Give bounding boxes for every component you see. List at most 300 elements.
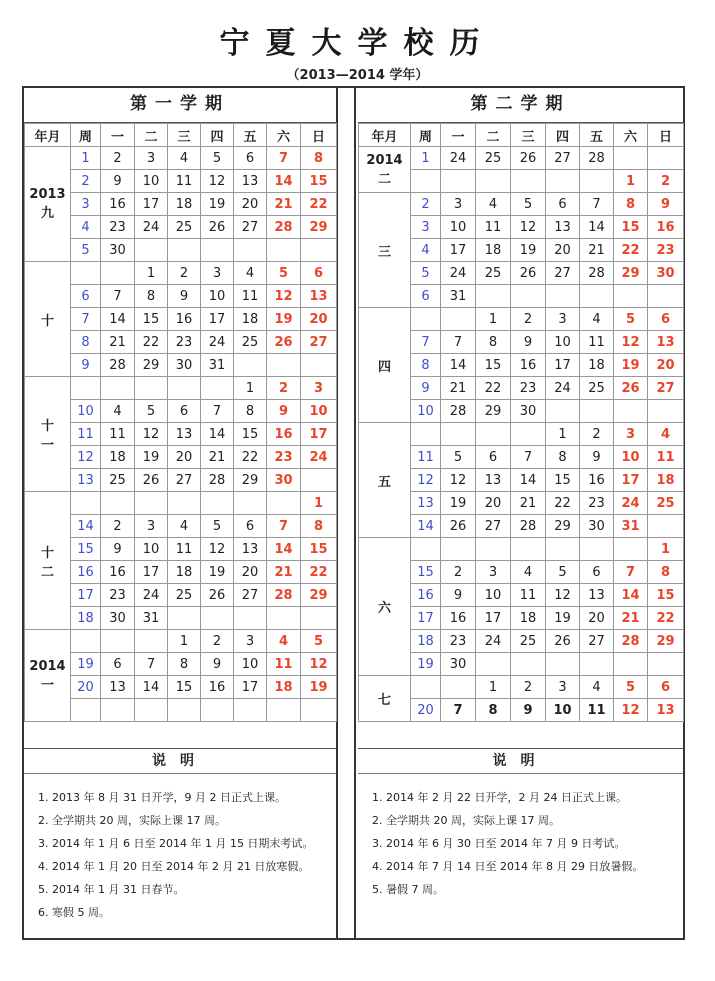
day-cell: [168, 699, 201, 722]
header-cell: 周: [411, 124, 441, 147]
week-row: [25, 607, 337, 630]
week-number: 20: [71, 676, 101, 699]
day-cell: [301, 354, 337, 377]
day-cell: 29: [546, 515, 580, 538]
day-cell: 27: [301, 331, 337, 354]
day-cell: 9: [168, 285, 201, 308]
week-number: [71, 377, 101, 400]
day-cell: 7: [441, 331, 476, 354]
week-row: [25, 239, 337, 262]
header-cell: 年月: [359, 124, 411, 147]
note-item: 3. 2014 年 1 月 6 日至 2014 年 1 月 15 日期末考试。: [38, 837, 314, 850]
day-cell: 22: [135, 331, 168, 354]
day-cell: 1: [476, 676, 511, 699]
day-cell: 16: [201, 676, 234, 699]
month-label: 五: [359, 423, 411, 538]
day-cell: [201, 607, 234, 630]
day-cell: 10: [234, 653, 267, 676]
day-cell: 26: [511, 262, 546, 285]
semester-2-panel: [358, 86, 683, 748]
header-cell: 一: [101, 124, 135, 147]
day-cell: 23: [267, 446, 301, 469]
day-cell: 25: [476, 262, 511, 285]
day-cell: 23: [168, 331, 201, 354]
day-cell: 1: [234, 377, 267, 400]
day-cell: 17: [301, 423, 337, 446]
day-cell: 2: [101, 147, 135, 170]
week-row: [25, 423, 337, 446]
day-cell: 27: [546, 262, 580, 285]
day-cell: 30: [101, 239, 135, 262]
day-cell: 30: [580, 515, 614, 538]
day-cell: 27: [648, 377, 684, 400]
week-number: 10: [71, 400, 101, 423]
day-cell: 7: [614, 561, 648, 584]
day-cell: 28: [101, 354, 135, 377]
week-number: 16: [71, 561, 101, 584]
day-cell: 6: [234, 515, 267, 538]
day-cell: 2: [267, 377, 301, 400]
week-number: 14: [71, 515, 101, 538]
day-cell: 25: [648, 492, 684, 515]
day-cell: 28: [580, 262, 614, 285]
day-cell: [546, 653, 580, 676]
day-cell: [101, 377, 135, 400]
day-cell: [580, 538, 614, 561]
day-cell: 22: [476, 377, 511, 400]
day-cell: 5: [511, 193, 546, 216]
day-cell: 14: [267, 170, 301, 193]
semester-divider: [336, 86, 356, 940]
week-number: 12: [71, 446, 101, 469]
day-cell: [546, 538, 580, 561]
day-cell: 29: [476, 400, 511, 423]
week-number: 3: [411, 216, 441, 239]
month-label: 十 一: [25, 377, 71, 492]
day-cell: [614, 285, 648, 308]
week-number: 10: [411, 400, 441, 423]
week-number: [411, 538, 441, 561]
week-number: 9: [71, 354, 101, 377]
day-cell: 26: [441, 515, 476, 538]
day-cell: 6: [546, 193, 580, 216]
week-row: [25, 538, 337, 561]
month-label: 四: [359, 308, 411, 423]
day-cell: 16: [580, 469, 614, 492]
day-cell: 23: [101, 584, 135, 607]
day-cell: 27: [476, 515, 511, 538]
month-label: 2013 九: [25, 147, 71, 262]
day-cell: 18: [234, 308, 267, 331]
day-cell: 30: [511, 400, 546, 423]
day-cell: 26: [201, 216, 234, 239]
day-cell: 17: [441, 239, 476, 262]
note-item: 5. 2014 年 1 月 31 日春节。: [38, 883, 185, 896]
day-cell: [135, 239, 168, 262]
day-cell: 17: [546, 354, 580, 377]
header-cell: 周: [71, 124, 101, 147]
day-cell: 24: [441, 147, 476, 170]
day-cell: 3: [614, 423, 648, 446]
day-cell: 12: [546, 584, 580, 607]
day-cell: [201, 699, 234, 722]
day-cell: 6: [476, 446, 511, 469]
day-cell: 15: [301, 170, 337, 193]
day-cell: 22: [614, 239, 648, 262]
week-number: 7: [411, 331, 441, 354]
day-cell: 4: [267, 630, 301, 653]
day-cell: 7: [101, 285, 135, 308]
day-cell: 5: [614, 676, 648, 699]
day-cell: 10: [546, 331, 580, 354]
week-row: [25, 561, 337, 584]
month-label: 七: [359, 676, 411, 722]
day-cell: 5: [614, 308, 648, 331]
day-cell: 18: [267, 676, 301, 699]
day-cell: [234, 239, 267, 262]
month-label: 三: [359, 193, 411, 308]
day-cell: 26: [267, 331, 301, 354]
day-cell: 8: [648, 561, 684, 584]
day-cell: 13: [234, 170, 267, 193]
day-cell: 2: [580, 423, 614, 446]
day-cell: 24: [301, 446, 337, 469]
day-cell: [648, 515, 684, 538]
week-number: 11: [71, 423, 101, 446]
day-cell: 30: [648, 262, 684, 285]
day-cell: [135, 699, 168, 722]
day-cell: 22: [648, 607, 684, 630]
month-label: 六: [359, 538, 411, 676]
day-cell: [511, 170, 546, 193]
week-number: 17: [411, 607, 441, 630]
day-cell: 12: [201, 170, 234, 193]
week-row: [25, 469, 337, 492]
header-cell: 五: [580, 124, 614, 147]
day-cell: 28: [201, 469, 234, 492]
day-cell: [267, 699, 301, 722]
day-cell: 1: [648, 538, 684, 561]
week-row: [25, 446, 337, 469]
day-cell: 28: [511, 515, 546, 538]
day-cell: 7: [441, 699, 476, 722]
day-cell: [267, 492, 301, 515]
day-cell: 20: [234, 561, 267, 584]
day-cell: [168, 239, 201, 262]
day-cell: 13: [234, 538, 267, 561]
week-number: 12: [411, 469, 441, 492]
day-cell: 6: [648, 308, 684, 331]
day-cell: 16: [267, 423, 301, 446]
week-number: 20: [411, 699, 441, 722]
day-cell: 9: [511, 331, 546, 354]
day-cell: 13: [476, 469, 511, 492]
day-cell: [546, 285, 580, 308]
day-cell: [234, 607, 267, 630]
day-cell: 5: [546, 561, 580, 584]
day-cell: 19: [511, 239, 546, 262]
note-item: 2. 全学期共 20 周，实际上课 17 周。: [372, 814, 560, 827]
semester-2-notes: [358, 748, 683, 938]
day-cell: [267, 354, 301, 377]
day-cell: [546, 170, 580, 193]
day-cell: [476, 423, 511, 446]
day-cell: 20: [648, 354, 684, 377]
week-number: 19: [71, 653, 101, 676]
header-cell: 年月: [25, 124, 71, 147]
day-cell: 10: [441, 216, 476, 239]
day-cell: 10: [201, 285, 234, 308]
header-cell: 二: [135, 124, 168, 147]
day-cell: 25: [511, 630, 546, 653]
day-cell: 16: [168, 308, 201, 331]
day-cell: 9: [441, 584, 476, 607]
day-cell: [168, 607, 201, 630]
day-cell: 3: [234, 630, 267, 653]
day-cell: 20: [580, 607, 614, 630]
week-number: [411, 423, 441, 446]
day-cell: 27: [546, 147, 580, 170]
day-cell: 18: [580, 354, 614, 377]
day-cell: 11: [101, 423, 135, 446]
day-cell: 6: [580, 561, 614, 584]
day-cell: 2: [511, 308, 546, 331]
week-row: [359, 538, 684, 561]
week-row: [25, 262, 337, 285]
week-row: [25, 170, 337, 193]
day-cell: 4: [580, 308, 614, 331]
day-cell: 6: [648, 676, 684, 699]
day-cell: 8: [234, 400, 267, 423]
day-cell: [267, 239, 301, 262]
day-cell: 19: [441, 492, 476, 515]
week-number: 8: [411, 354, 441, 377]
day-cell: 24: [201, 331, 234, 354]
day-cell: 13: [301, 285, 337, 308]
day-cell: 17: [476, 607, 511, 630]
day-cell: 19: [301, 676, 337, 699]
day-cell: 21: [580, 239, 614, 262]
week-number: [71, 262, 101, 285]
day-cell: 28: [441, 400, 476, 423]
day-cell: 14: [614, 584, 648, 607]
day-cell: [614, 400, 648, 423]
week-row: [25, 377, 337, 400]
day-cell: 15: [546, 469, 580, 492]
day-cell: 29: [234, 469, 267, 492]
semester-2-notes-title: 说明: [358, 748, 683, 774]
day-cell: 11: [168, 170, 201, 193]
day-cell: 1: [135, 262, 168, 285]
week-row: [25, 630, 337, 653]
day-cell: 26: [614, 377, 648, 400]
day-cell: 4: [234, 262, 267, 285]
header-cell: 六: [267, 124, 301, 147]
day-cell: 19: [201, 561, 234, 584]
semester-1-notes-title: 说明: [24, 748, 336, 774]
week-number: 9: [411, 377, 441, 400]
day-cell: 30: [101, 607, 135, 630]
day-cell: 25: [168, 216, 201, 239]
day-cell: 19: [135, 446, 168, 469]
day-cell: 18: [648, 469, 684, 492]
day-cell: 4: [476, 193, 511, 216]
day-cell: 29: [648, 630, 684, 653]
day-cell: 3: [476, 561, 511, 584]
day-cell: 2: [441, 561, 476, 584]
day-cell: [441, 170, 476, 193]
day-cell: 21: [441, 377, 476, 400]
day-cell: 12: [201, 538, 234, 561]
day-cell: 23: [441, 630, 476, 653]
day-cell: 1: [168, 630, 201, 653]
day-cell: [301, 239, 337, 262]
week-number: [411, 308, 441, 331]
day-cell: [476, 170, 511, 193]
week-row: [25, 193, 337, 216]
day-cell: [648, 285, 684, 308]
day-cell: [168, 377, 201, 400]
day-cell: [476, 538, 511, 561]
week-number: 3: [71, 193, 101, 216]
week-row: [25, 400, 337, 423]
day-cell: 24: [546, 377, 580, 400]
day-cell: [511, 653, 546, 676]
day-cell: 14: [201, 423, 234, 446]
week-number: [71, 699, 101, 722]
day-cell: 25: [101, 469, 135, 492]
semester-1-panel: [24, 86, 336, 748]
day-cell: 9: [201, 653, 234, 676]
day-cell: 3: [546, 676, 580, 699]
page-subtitle: （2013—2014 学年）: [286, 68, 429, 83]
day-cell: 9: [101, 538, 135, 561]
day-cell: [234, 699, 267, 722]
day-cell: 6: [101, 653, 135, 676]
day-cell: 31: [201, 354, 234, 377]
day-cell: 23: [511, 377, 546, 400]
day-cell: 26: [511, 147, 546, 170]
week-row: [25, 492, 337, 515]
day-cell: 26: [546, 630, 580, 653]
day-cell: [135, 492, 168, 515]
day-cell: 11: [234, 285, 267, 308]
day-cell: 15: [234, 423, 267, 446]
week-number: 4: [411, 239, 441, 262]
header-cell: 四: [201, 124, 234, 147]
header-cell: 三: [168, 124, 201, 147]
day-cell: 2: [101, 515, 135, 538]
day-cell: 21: [267, 561, 301, 584]
day-cell: 3: [546, 308, 580, 331]
note-item: 2. 全学期共 20 周，实际上课 17 周。: [38, 814, 226, 827]
day-cell: 3: [441, 193, 476, 216]
header-cell: 六: [614, 124, 648, 147]
day-cell: 16: [101, 193, 135, 216]
day-cell: 8: [135, 285, 168, 308]
day-cell: [135, 377, 168, 400]
day-cell: [511, 538, 546, 561]
header-cell: 日: [648, 124, 684, 147]
day-cell: [614, 147, 648, 170]
week-number: 18: [411, 630, 441, 653]
day-cell: 28: [614, 630, 648, 653]
day-cell: 2: [648, 170, 684, 193]
day-cell: 2: [168, 262, 201, 285]
day-cell: 13: [648, 699, 684, 722]
note-item: 3. 2014 年 6 月 30 日至 2014 年 7 月 9 日考试。: [372, 837, 626, 850]
day-cell: 12: [614, 331, 648, 354]
day-cell: 15: [476, 354, 511, 377]
day-cell: [476, 285, 511, 308]
day-cell: 3: [135, 515, 168, 538]
day-cell: 6: [168, 400, 201, 423]
week-number: 5: [71, 239, 101, 262]
semester-1-notes: [24, 748, 336, 938]
day-cell: 29: [614, 262, 648, 285]
day-cell: 26: [201, 584, 234, 607]
day-cell: 25: [234, 331, 267, 354]
week-number: 2: [71, 170, 101, 193]
day-cell: 7: [580, 193, 614, 216]
header-cell: 日: [301, 124, 337, 147]
day-cell: 12: [511, 216, 546, 239]
week-number: 16: [411, 584, 441, 607]
day-cell: [476, 653, 511, 676]
day-cell: 17: [135, 561, 168, 584]
day-cell: [614, 538, 648, 561]
week-row: [359, 308, 684, 331]
week-number: [71, 492, 101, 515]
day-cell: 27: [234, 584, 267, 607]
day-cell: 14: [580, 216, 614, 239]
month-label: 2014 一: [25, 630, 71, 722]
day-cell: 15: [648, 584, 684, 607]
week-row: [25, 285, 337, 308]
day-cell: [301, 699, 337, 722]
day-cell: 3: [201, 262, 234, 285]
day-cell: 12: [135, 423, 168, 446]
day-cell: 4: [511, 561, 546, 584]
day-cell: 22: [301, 193, 337, 216]
day-cell: 28: [267, 216, 301, 239]
day-cell: 21: [614, 607, 648, 630]
day-cell: 10: [135, 538, 168, 561]
day-cell: 20: [234, 193, 267, 216]
week-number: 6: [411, 285, 441, 308]
week-number: 5: [411, 262, 441, 285]
week-row: [25, 147, 337, 170]
day-cell: 8: [168, 653, 201, 676]
day-cell: 6: [234, 147, 267, 170]
day-cell: 12: [614, 699, 648, 722]
header-cell: 五: [234, 124, 267, 147]
note-item: 4. 2014 年 1 月 20 日至 2014 年 2 月 21 日放寒假。: [38, 860, 310, 873]
day-cell: [580, 170, 614, 193]
day-cell: 14: [511, 469, 546, 492]
day-cell: [168, 492, 201, 515]
week-row: [25, 354, 337, 377]
day-cell: 18: [476, 239, 511, 262]
week-number: 7: [71, 308, 101, 331]
day-cell: 19: [546, 607, 580, 630]
day-cell: 29: [301, 216, 337, 239]
day-cell: [511, 285, 546, 308]
day-cell: 21: [101, 331, 135, 354]
day-cell: 7: [267, 147, 301, 170]
day-cell: [648, 653, 684, 676]
day-cell: 20: [476, 492, 511, 515]
